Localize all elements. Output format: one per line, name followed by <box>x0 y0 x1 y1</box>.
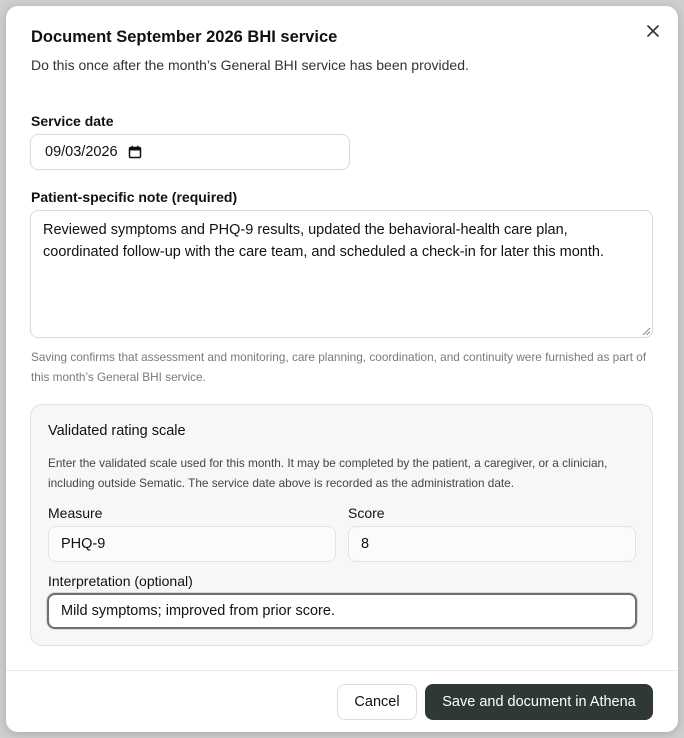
service-date-input[interactable] <box>30 134 350 170</box>
rating-scale-title: Validated rating scale <box>48 423 186 439</box>
rating-scale-panel <box>30 404 653 646</box>
measure-label: Measure <box>48 505 103 521</box>
document-bhi-dialog <box>6 6 678 732</box>
measure-input[interactable] <box>48 526 336 562</box>
service-date-label: Service date <box>31 113 114 129</box>
note-textarea[interactable] <box>30 210 653 338</box>
dialog-footer <box>6 670 678 732</box>
service-date-value: 09/03/2026 <box>45 144 118 160</box>
dialog-subtitle: Do this once after the month’s General BHI service has been provided. <box>31 57 469 73</box>
score-label: Score <box>348 505 385 521</box>
close-button[interactable] <box>643 21 663 41</box>
interpretation-value: Mild symptoms; improved from prior score. <box>61 603 335 619</box>
interpretation-input[interactable] <box>47 593 637 629</box>
interpretation-label: Interpretation (optional) <box>48 573 193 589</box>
score-input[interactable] <box>348 526 636 562</box>
note-help-text: Saving confirms that assessment and monitoring, care planning, coordination, and continuity were furnished as part of this month’s General BHI service. <box>31 350 647 384</box>
score-value: 8 <box>361 536 370 552</box>
cancel-button[interactable]: Cancel <box>337 684 417 720</box>
note-label: Patient-specific note (required) <box>31 189 238 205</box>
resize-grip-icon[interactable] <box>641 326 651 336</box>
rating-scale-help: Enter the validated scale used for this month. It may be completed by the patient, a caregiver, or a clinician, including outside Sematic. The service date above is recorded as the administration date. <box>48 456 608 490</box>
x-icon <box>647 25 659 37</box>
calendar-icon[interactable] <box>128 145 142 159</box>
dialog-title: Document September 2026 BHI service <box>31 28 338 46</box>
measure-value: PHQ-9 <box>61 536 106 552</box>
save-document-button[interactable]: Save and document in Athena <box>425 684 653 720</box>
